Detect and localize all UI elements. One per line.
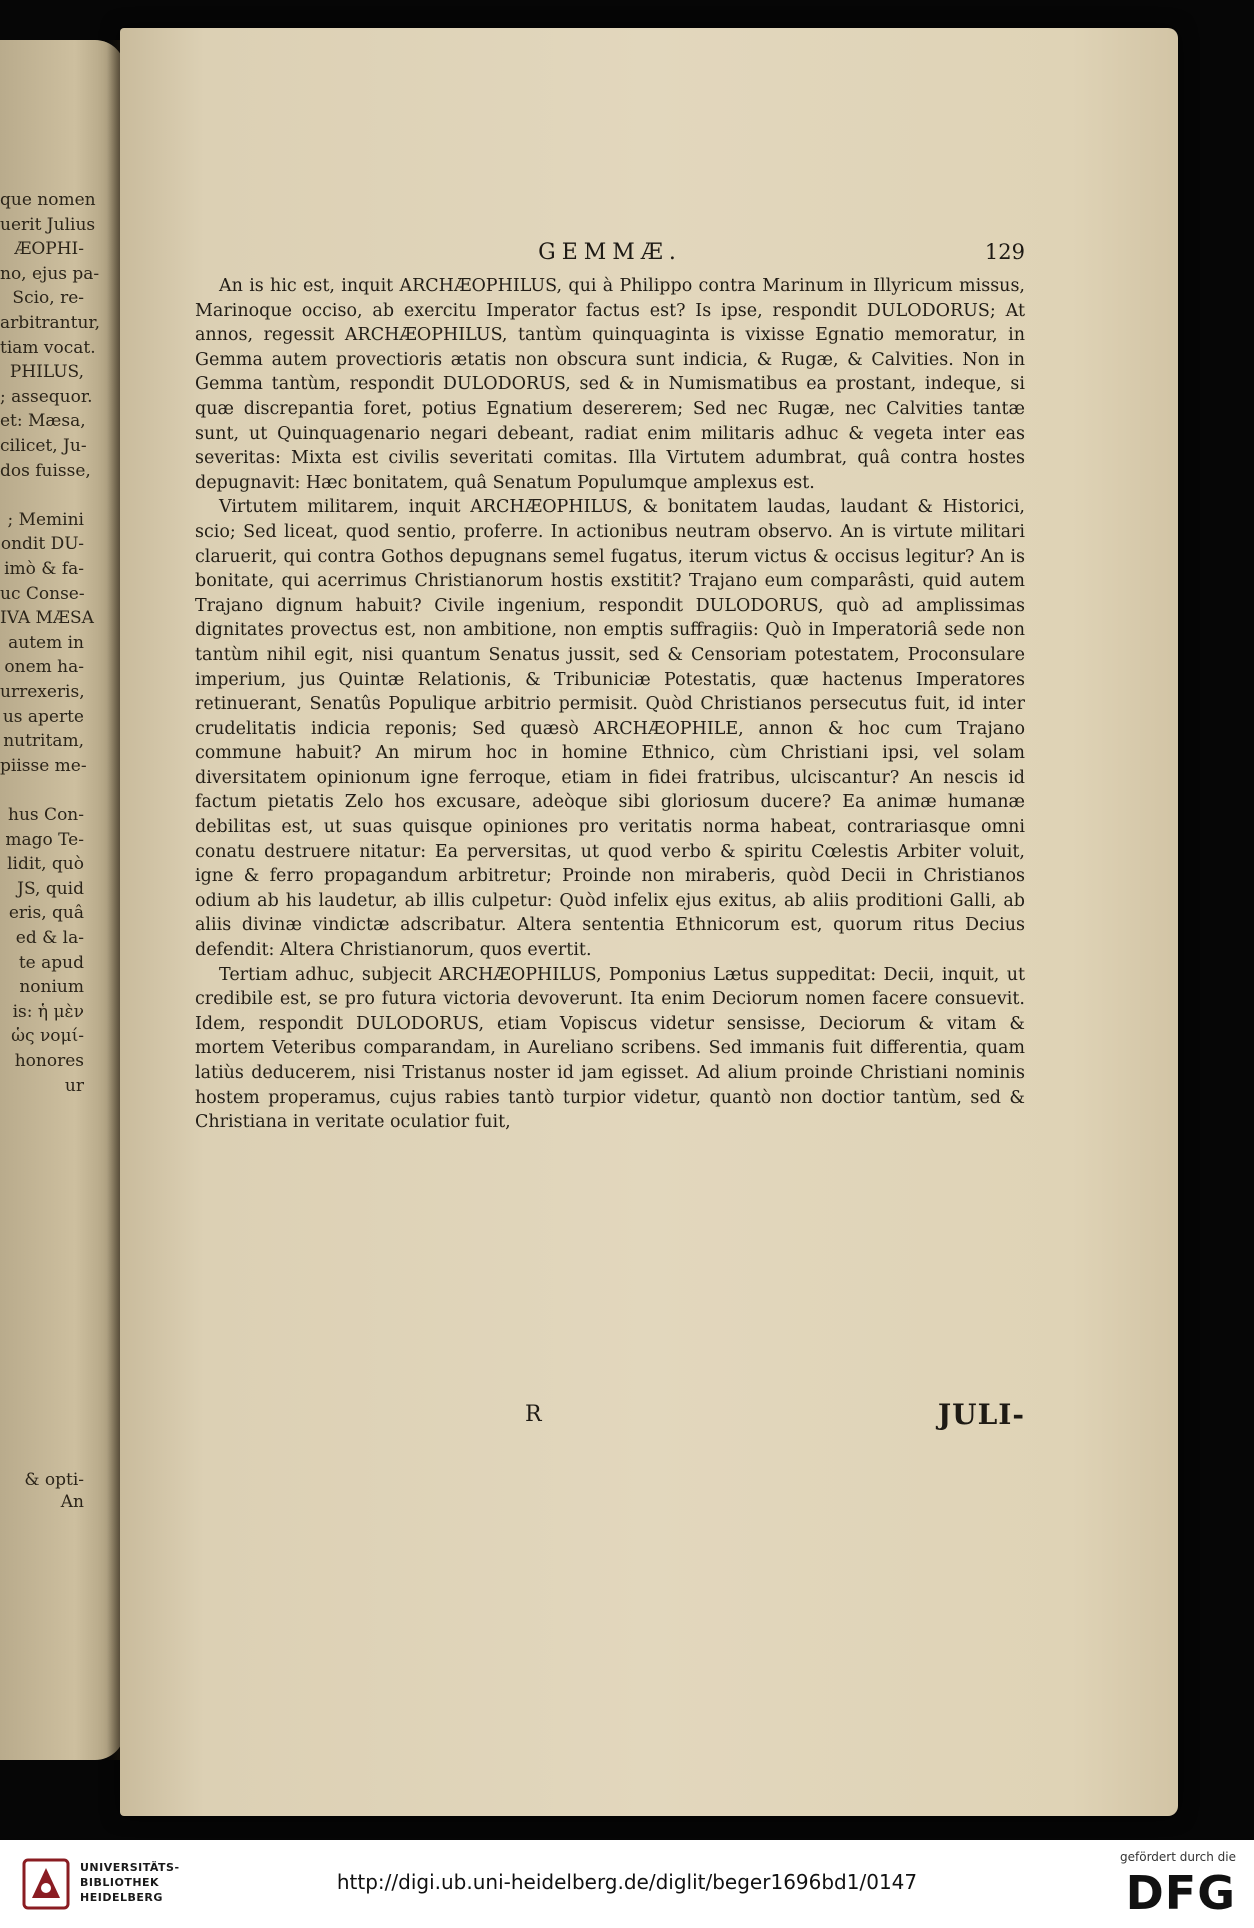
running-title: GEMMÆ. <box>538 240 682 265</box>
previous-page-line: eris, quâ <box>8 903 84 924</box>
previous-page-line: hus Con- <box>8 805 84 825</box>
previous-page-bottom-line: An <box>60 1492 84 1512</box>
institution-line-2: BIBLIOTHEK <box>80 1876 160 1889</box>
previous-page-line: urrexeris, <box>0 682 85 702</box>
previous-page-line: nutritam, <box>3 731 84 752</box>
institution-line-3: HEIDELBERG <box>80 1891 163 1904</box>
previous-page-line: JS, quid <box>17 878 84 899</box>
previous-page-line: ; Memini <box>7 509 84 530</box>
previous-page-line: PHILUS, <box>9 362 84 383</box>
previous-page-line: Scio, re- <box>12 288 84 309</box>
paragraph-2: Virtutem militarem, inquit ARCHÆOPHILUS, & bonitatem laudas, laudant & Historici, scio; Sed liceat, quod sentio, proferre. In actionibus neutram observo. An is virtute militari claruerit, qui contra Gothos depugnans semel fugatus, iterum victus & occisus legitur? An is bonitate, qui acerrimus Christianorum hostis exstitit? Trajano eum comparâsti, quid autem Trajano dignum habuit? Civile ingenium, respondit DULODORUS, quò ad amplissimas dignitates provectus est, non ambitione, non emptis suffragiis: Quò in Imperatoriâ sede non tantùm nihil egit, nisi quantum Senatus jussit, sed & Censoriam potestatem, Proconsulare imperium, jus Quintæ Relationis, & Tribuniciæ Potestatis, quæ hactenus Imperatores retinuerant, Senatûs Populique arbitrio permisit. Quòd Christianos persecutus fuit, id inter crudelitatis indicia reponis; Sed quæsò ARCHÆOPHILE, annon & hoc cum Trajano commune habuit? An mirum hoc in homine Ethnico, cùm Christiani ipsi, vel solam diversitatem opinionum igne ferroque, etiam in fidei fratribus, ulciscantur? An nescis id factum pietatis Zelo hos excusare, adeòque sibi gloriosum ducere? Ea animæ humanæ debilitas est, ut suas quisque opiniones pro veritatis norma habeat, contrariasque omni conatu destruere nitatur: Ea perversitas, ut quod verbo & spiritu Cœlestis Arbiter voluit, igne & ferro propagandum arbitretur; Proinde non miraberis, quòd Decii in Christianos odium ab his laudetur, ab illis culpetur: Quòd infelix ejus exitus, ab aliis proditioni Galli, ab aliis divinæ vindictæ adscribatur. Altera sententia Ethnicorum est, quorum ritus Decius defendit: Altera Christianorum, quos evertit. <box>195 497 1025 961</box>
previous-page-line: ed & la- <box>15 928 84 948</box>
previous-page-line: et: Mæsa, <box>0 411 86 432</box>
previous-page-line: no, ejus pa- <box>0 263 100 284</box>
previous-page-line: cilicet, Ju- <box>0 436 87 456</box>
previous-page-line: mago Te- <box>5 829 84 850</box>
paragraph-3: Tertiam adhuc, subjecit ARCHÆOPHILUS, Pomponius Lætus suppeditat: Decii, inquit, ut credibile est, se pro futura victoria devoverunt. Ita enim Deciorum nomen facere consuevit. Idem, respondit DULODORUS, etiam Vopiscus videtur sensisse, Deciorum & vitam & mortem Veteribus comparandam, in Aureliano scribens. Sed immanis fuit differentia, quam latiùs deducerem, nisi Tristanus noster id jam egisset. Ad alium proinde Christiani nominis hostem properamus, cujus rabies tantò turpior videtur, quantò non doctior tantùm, sed & Christiana in veritate oculatior fuit, <box>195 964 1025 1133</box>
running-head <box>195 238 1025 274</box>
previous-page-line: que nomen <box>0 190 96 210</box>
previous-page-line: lidit, quò <box>7 854 84 875</box>
previous-page-line: autem in <box>8 632 84 653</box>
dfg-logo: DFG <box>1125 1866 1236 1920</box>
previous-page-line: uerit Julius <box>0 214 96 235</box>
paragraph-1: An is hic est, inquit ARCHÆOPHILUS, qui à Philippo contra Marinum in Illyricum missus, Marinoque occiso, ab exercitu Imperator factus est? Is ipse, respondit DULODORUS; At annos, regessit ARCHÆOPHILUS, tantùm quinquaginta is vixisse Egnatio memoratur, in Gemma autem provectioris ætatis non obscura sunt indicia, & Rugæ, & Calvities. Non in Gemma tantùm, respondit DULODORUS, sed & in Numismatibus ea prostant, indeque, si quæ discrepantia foret, potius Egnatium desererem; Sed nec Rugæ, nec Calvities tantæ sunt, ut Quinquagenario negari debeant, radiat enim militaris adhuc & vegeta inter eas severitas: Mixta est civilis severitati comitas. Illa Virtutem adumbrat, quâ contra hostes depugnavit: Hæc bonitatem, quâ Senatum Populumque amplexus est. <box>195 276 1025 493</box>
previous-page-line: onem ha- <box>4 657 84 678</box>
previous-page-line: is: ἡ μὲν <box>12 1001 84 1022</box>
previous-page-line: tiam vocat. <box>0 337 96 358</box>
previous-page-line: ὡς νομί- <box>11 1026 84 1047</box>
previous-page-line: dos fuisse, <box>0 460 91 481</box>
previous-page-line: arbitrantur, <box>0 313 101 333</box>
previous-page-line: uc Conse- <box>0 583 85 604</box>
page-text-block <box>195 238 1025 1135</box>
page-number: 129 <box>984 240 1025 264</box>
previous-page-line: ondit DU- <box>0 534 84 555</box>
institution-line-1: UNIVERSITÄTS- <box>80 1861 180 1874</box>
previous-page-line: imò & fa- <box>4 559 84 579</box>
previous-page-line: piisse me- <box>0 755 87 776</box>
library-footer <box>0 1840 1254 1928</box>
permalink-url[interactable]: http://digi.ub.uni-heidelberg.de/diglit/beger1696bd1/0147 <box>336 1870 918 1894</box>
previous-page-line: ; assequor. <box>0 386 93 407</box>
previous-page-line: te apud <box>18 952 84 973</box>
previous-page-bottom-line: & opti- <box>24 1470 84 1490</box>
page-footer-marks <box>195 1398 1025 1442</box>
previous-page-line: ÆOPHI- <box>14 239 84 260</box>
previous-page-line: us aperte <box>2 706 84 727</box>
previous-page-line: honores <box>14 1051 84 1071</box>
funded-by-label: gefördert durch die <box>1120 1850 1236 1864</box>
previous-page-line: IVA MÆSA <box>0 608 94 629</box>
previous-page-line: nonium <box>19 977 84 998</box>
catchword: JULI- <box>937 1398 1025 1431</box>
book-page <box>120 28 1178 1816</box>
previous-page-edge <box>0 40 125 1760</box>
signature-mark: R <box>525 1402 542 1427</box>
previous-page-line: ur <box>64 1075 84 1096</box>
